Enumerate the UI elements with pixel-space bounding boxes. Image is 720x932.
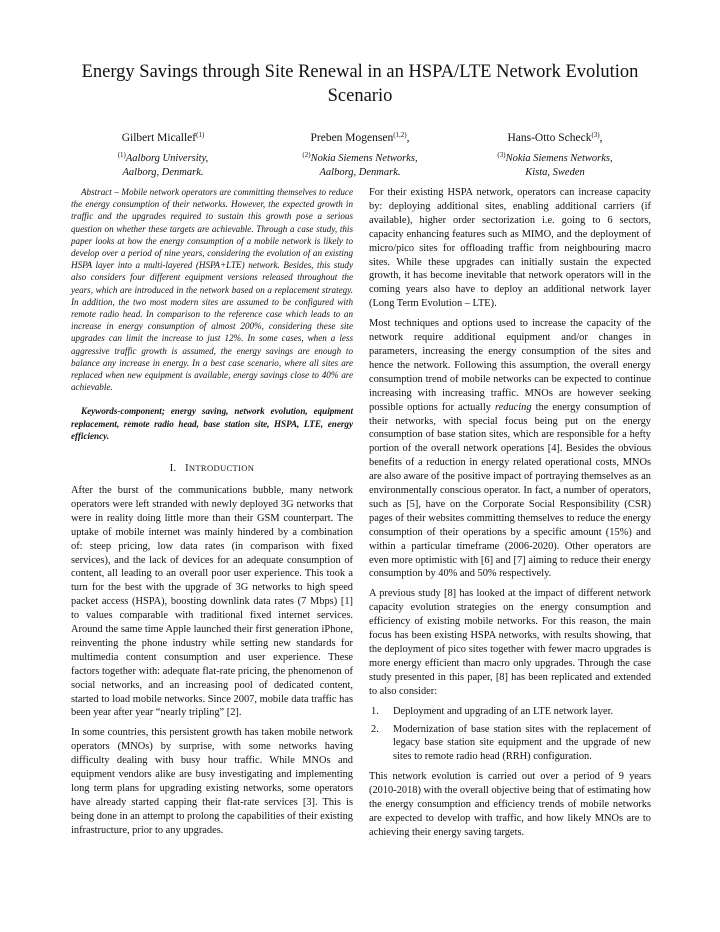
abstract: Abstract – Mobile network operators are committing themselves to reduce the energy consumption of their networks. However, the expected growth in traffic and the upgrades required to sustain this growth pose a serious question on whether these targets are achievable. Through a case study, this paper looks at how the energy consumption of a mobile network is likely to develop over a period of nine years, considering the evolution of an existing HSPA layer into a multi-layered (HSPA+LTE) network. Besides, this study also considers four different equipment versions released throughout the years, which are introduced in the network based on a replacement strategy. In addition, the two most modern sites are assumed to be configured with remote radio head. In comparison to the reference case which leads to an increase in energy consumption of almost 200%, considering these site upgrades can limit the increase to just 12%. In some cases, when a less aggressive traffic growth is assumed, the energy savings are enough to balance any increase in energy. In a best case scenario, where all sites are replaced when new equipment is available, energy savings close to 40% are achievable.: [71, 187, 354, 393]
keywords: Keywords-component; energy saving, network evolution, equipment replacement, remote radio head, base station site, HSPA, LTE, energy efficiency.: [71, 406, 353, 441]
author-name: Preben Mogensen$^{(1,2)}$,: [310, 131, 410, 144]
numbered-list: [369, 705, 651, 765]
paper-title: Energy Savings through Site Renewal in an HSPA/LTE Network Evolution Scenario: [81, 62, 639, 106]
author-affiliation: $^{(3)}$Nokia Siemens Networks,: [497, 151, 613, 164]
list-item: 1. Deployment and upgrading of an LTE network layer.: [371, 705, 614, 717]
right-column: [369, 186, 651, 846]
author-location: Kista, Sweden: [525, 167, 585, 178]
paragraph: After the burst of the communications bubble, many network operators were left stranded with newly deployed 3G networks that were in reality doing little more than their GSM counterpart. The uptake of mobile internet was mainly hindered by a combination of: steep pricing, low data rates (in comparison with fixed services), and the lack of devices for an adequate consumption of content, all leading to an overall poor user experience. This took a turn for the best with the upgrade of 3G networks to high speed packet access (HSPA), boosting downlink data rates (7 Mbps) [1] to values comparable with traditional fixed internet services. Around the same time Apple launched their first generation iPhone, reinventing the phone industry while setting new standards for multimedia content consumption and user experience. These factors together with: adequate flat-rate pricing, the phenomenon of social networks, and an increasing pool of dedicated content, started to load mobile networks. Since 2007, mobile data traffic has been year after year “nearly tripling” [2].: [71, 484, 353, 719]
author-block-2: [265, 128, 455, 180]
author-name: Hans-Otto Scheck$^{(3)}$,: [507, 131, 603, 144]
author-location: Aalborg, Denmark.: [122, 167, 204, 178]
paragraph: In some countries, this persistent growth has taken mobile network operators (MNOs) by surprise, with some networks having difficulty dealing with busy hour traffic. While MNOs and equipment vendors alike are busy investigating and implementing long term plans for upgrading existing networks, some operators have already started capping their flat-rate services [3]. This is being done in an attempt to prolong the capabilities of their existing infrastructure, prior to any upgrades.: [71, 727, 353, 836]
list-item: 2. Modernization of base station sites with the replacement of legacy base station site equipment and the upgrade of new sites to remote radio head (RRH) configuration.: [371, 723, 651, 763]
paragraph: This network evolution is carried out over a period of 9 years (2010-2018) with the overall objective being that of estimating how the energy consumption and efficiency trends of mobile networks are expected to develop with traffic, and how likely MNOs are to achieving their energy saving targets.: [369, 771, 651, 838]
author-block-3: [460, 128, 650, 180]
author-block-1: [68, 128, 258, 180]
author-affiliation: $^{(1)}$Aalborg University,: [117, 151, 209, 164]
paragraph: Most techniques and options used to increase the capacity of the network require additional equipment and/or changes in parameters, increasing the energy consumption of the sites and hence the network. Following this assumption, the overall energy consumption trend of mobile networks can be expected to continue increasing with increasing traffic. MNOs are however seeking possible options for actually reducing the energy consumption of their networks, with special focus being put on the energy consumption of base station sites, which are responsible for a hefty portion of the overall network operations [4]. Besides the obvious benefits of a reduction in energy related operational costs, MNOs are also aware of the positive impact of portraying themselves as an environmentally conscious operator. In fact, a number of operators, such as [5], have on the Corporate Social Responsibility (CSR) pages of their websites committing themselves to reduce the energy consumption of their operations by a specific amount (15%) and within a particular timeframe (2006-2020). Other operators are even more optimistic with [6] and [7] aiming to reduce their energy consumption by 40% and 50% respectively.: [369, 318, 651, 580]
paragraph: A previous study [8] has looked at the impact of different network capacity evolution strategies on the energy consumption and efficiency of existing mobile networks. For this reason, the main focus has been existing HSPA networks, with results showing, that the deployment of pico sites together with fewer macro upgrades is more energy efficient than macro only upgrades. Through the case study presented in this paper, [8] has been replicated and extended to also consider:: [369, 588, 651, 697]
author-affiliation: $^{(2)}$Nokia Siemens Networks,: [302, 151, 418, 164]
author-name: Gilbert Micallef$^{(1)}$: [121, 131, 205, 144]
section-heading-introduction: I. INTRODUCTION: [169, 463, 255, 475]
author-location: Aalborg, Denmark.: [319, 167, 401, 178]
left-column: [71, 186, 353, 844]
paragraph: For their existing HSPA network, operators can increase capacity by: deploying additional sites, enabling additional carriers (if available), higher order sectorization i.e. going to 6 sectors, capacity enhancing features such as MIMO, and the deployment of micro/pico sites for offloading traffic from neighbouring macro sites. While these upgrades can initially sustain the expected growth, it has become inevitable that network operators will in the coming years also have to deploy an additional network layer (Long Term Evolution – LTE).: [369, 187, 651, 310]
